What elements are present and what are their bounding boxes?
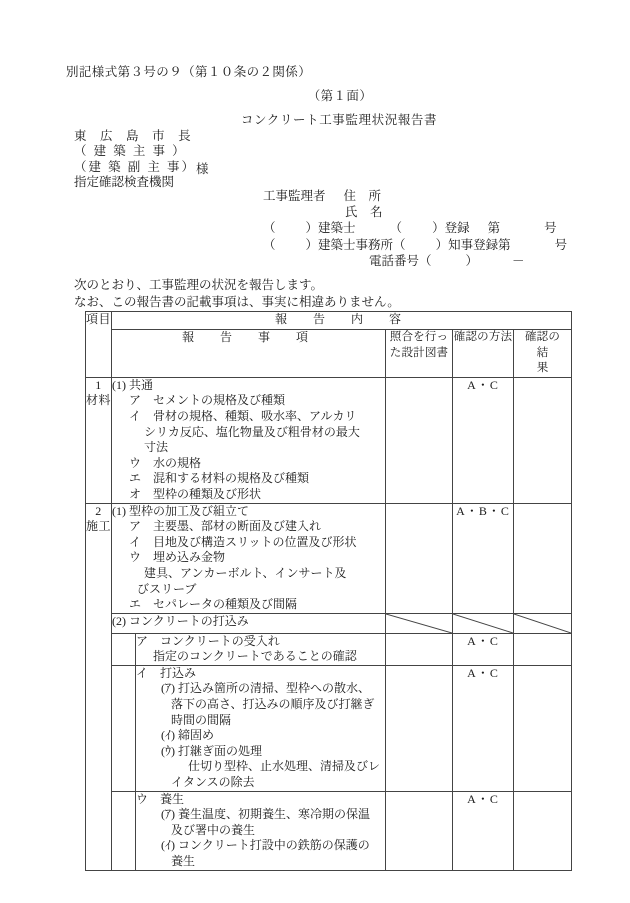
result-cell[interactable] <box>514 665 572 791</box>
intro-line-2: なお、この報告書の記載事項は、事実に相違ありません。 <box>74 294 400 309</box>
docs-cell[interactable] <box>386 377 453 503</box>
header-report-content: 報 告 内 容 <box>112 312 572 330</box>
report-line: ウ 埋め込み金物 <box>129 550 226 565</box>
section-1-report-lines <box>112 377 386 503</box>
registration-paren-close: ） <box>432 221 445 236</box>
docs-cell[interactable] <box>386 503 453 613</box>
result-cell[interactable] <box>514 633 572 665</box>
method-cell-struck <box>453 613 514 633</box>
report-line: イ 骨材の規格、種類、吸水率、アルカリ <box>129 408 357 423</box>
governor-unit: 号 <box>554 237 568 252</box>
registration-paren-open: （ <box>389 221 403 236</box>
table-row <box>86 791 572 870</box>
document-title: コンクリート工事監理状況報告書 <box>240 113 438 127</box>
section-number-1: 1 <box>95 377 102 392</box>
report-line: (ｲ) 締固め <box>161 728 214 743</box>
section-2-block-5-lines <box>136 791 386 870</box>
result-cell[interactable] <box>514 503 572 613</box>
governor-paren-close: ） <box>435 237 449 252</box>
page-face-label: （第１面） <box>307 89 373 103</box>
report-line: 建具、アンカーボルト、インサート及 <box>144 565 347 580</box>
architect-label: 建築士 <box>318 221 356 236</box>
recipient-block <box>74 129 196 191</box>
supervisor-block <box>263 188 567 269</box>
docs-cell[interactable] <box>386 633 453 665</box>
method-cell: A・C <box>453 377 514 503</box>
table-header-row-1 <box>86 312 572 330</box>
method-cell: A・C <box>453 633 514 665</box>
result-cell[interactable] <box>514 791 572 870</box>
report-line: イ 打込み <box>136 665 197 680</box>
report-line: イタンスの除去 <box>171 775 255 790</box>
section-2-block-1-lines <box>112 503 386 613</box>
supervisor-office-row <box>263 237 567 253</box>
recipient-honorific: 様 <box>196 162 209 176</box>
report-line: 落下の高さ、打込みの順序及び打継ぎ <box>171 697 375 712</box>
report-table-wrapper <box>85 311 572 871</box>
supervisor-license-row <box>263 220 567 236</box>
intro-block <box>74 277 400 310</box>
header-result-line-2: 結 果 <box>536 346 572 375</box>
report-line: (1) 型枠の加工及び組立て <box>112 503 249 518</box>
table-row <box>86 633 572 665</box>
table-row <box>86 613 572 633</box>
indent-spacer <box>112 791 136 870</box>
report-line: (2) コンクリートの打込み <box>112 613 249 628</box>
section-number-2: 2 <box>95 503 102 518</box>
registration-label: 登録 <box>444 221 470 236</box>
supervisor-tel-row <box>263 253 567 269</box>
report-line: (ｱ) 養生温度、初期養生、寒冷期の保温 <box>161 807 370 822</box>
table-row <box>86 503 572 613</box>
report-line: ウ 水の規格 <box>129 455 202 470</box>
supervisor-role-label: 工事監理者 <box>263 189 326 203</box>
report-line: イ 目地及び構造スリットの位置及び形状 <box>129 534 357 549</box>
supervisor-name-label: 氏 名 <box>345 205 383 220</box>
indent-spacer <box>112 665 136 791</box>
docs-cell[interactable] <box>386 665 453 791</box>
section-2-block-4-lines <box>136 665 386 791</box>
section-label-1 <box>86 377 112 503</box>
section-2-block-3-lines <box>136 633 386 665</box>
report-line: (1) 共通 <box>112 377 153 392</box>
supervisor-name-row <box>263 204 567 220</box>
report-line: 寸法 <box>144 440 169 455</box>
docs-cell[interactable] <box>386 791 453 870</box>
header-docs-line-2: た設計図書 <box>389 346 449 359</box>
registration-no-label: 第 <box>487 221 501 236</box>
telephone-paren-open: （ <box>419 253 432 268</box>
form-number: 別記様式第３号の９（第１０条の２関係） <box>66 65 312 79</box>
architect-paren-close: ） <box>305 221 319 236</box>
table-header-row-2 <box>86 330 572 378</box>
header-result <box>514 330 572 378</box>
indent-spacer <box>112 633 136 665</box>
section-name-2: 施工 <box>86 519 112 534</box>
office-paren-close: ） <box>305 237 319 252</box>
table-row <box>86 665 572 791</box>
report-line: 養生 <box>171 854 196 868</box>
registration-unit: 号 <box>544 221 557 236</box>
report-line: ウ 養生 <box>136 791 185 806</box>
header-item: 項目 <box>86 312 112 378</box>
table-row <box>86 377 572 503</box>
docs-cell-struck <box>386 613 453 633</box>
office-paren-open: （ <box>263 237 276 252</box>
method-cell: A・C <box>453 665 514 791</box>
method-cell: A・C <box>453 791 514 870</box>
report-line: ア コンクリートの受入れ <box>136 633 280 648</box>
report-line: エ セパレータの種類及び間隔 <box>129 597 298 612</box>
report-line: エ 混和する材料の規格及び種類 <box>129 471 310 486</box>
telephone-dash: － <box>512 253 525 268</box>
office-label: 建築士事務所 <box>318 237 394 252</box>
report-line: 仕切り型枠、止水処理、清掃及びレ <box>188 759 381 774</box>
report-line: ア 主要墨、部材の断面及び建入れ <box>129 519 322 534</box>
report-line: びスリーブ <box>137 581 197 596</box>
header-result-line-1: 確認の <box>524 331 561 343</box>
report-line: 指定のコンクリートであることの確認 <box>153 649 357 664</box>
architect-paren-open: （ <box>263 221 276 236</box>
result-cell[interactable] <box>514 377 572 503</box>
header-docs-checked <box>386 330 453 378</box>
recipient-line-1: 東 広 島 市 長 <box>74 129 196 143</box>
report-line: オ 型枠の種類及び形状 <box>129 486 262 501</box>
supervisor-address-label: 住 所 <box>343 189 382 203</box>
report-line: ア セメントの規格及び種類 <box>129 393 286 408</box>
telephone-paren-close: ） <box>465 253 479 268</box>
report-line: シリカ反応、塩化物量及び粗骨材の最大 <box>144 424 360 439</box>
report-line: 及び署中の養生 <box>171 822 256 837</box>
report-line: (ｳ) 打継ぎ面の処理 <box>161 743 262 758</box>
telephone-label: 電話番号 <box>369 253 420 268</box>
recipient-line-2: （ 建 築 主 事 ） <box>74 144 187 159</box>
intro-line-1: 次のとおり、工事監理の状況を報告します。 <box>74 278 324 292</box>
report-line: (ｲ) コンクリート打設中の鉄筋の保護の <box>161 838 370 853</box>
governor-paren-open: （ <box>393 237 406 252</box>
section-name-1: 材料 <box>86 393 112 408</box>
recipient-line-3: （建 築 副 主 事） <box>74 159 197 174</box>
header-report-matter: 報 告 事 項 <box>112 330 386 378</box>
recipient-line-4: 指定確認検査機関 <box>74 175 175 190</box>
governor-label: 知事登録第 <box>448 237 511 252</box>
report-table <box>85 311 572 871</box>
header-method: 確認の方法 <box>453 330 514 378</box>
method-cell: A・B・C <box>453 503 514 613</box>
report-line: (ｱ) 打込み箇所の清掃、型枠への散水、 <box>161 681 370 696</box>
supervisor-address-row <box>263 188 567 204</box>
report-line: 時間の間隔 <box>171 712 232 727</box>
section-label-2 <box>86 503 112 870</box>
section-2-block-2-lines <box>112 613 386 633</box>
header-docs-line-1: 照合を行っ <box>389 331 449 343</box>
result-cell-struck <box>514 613 572 633</box>
